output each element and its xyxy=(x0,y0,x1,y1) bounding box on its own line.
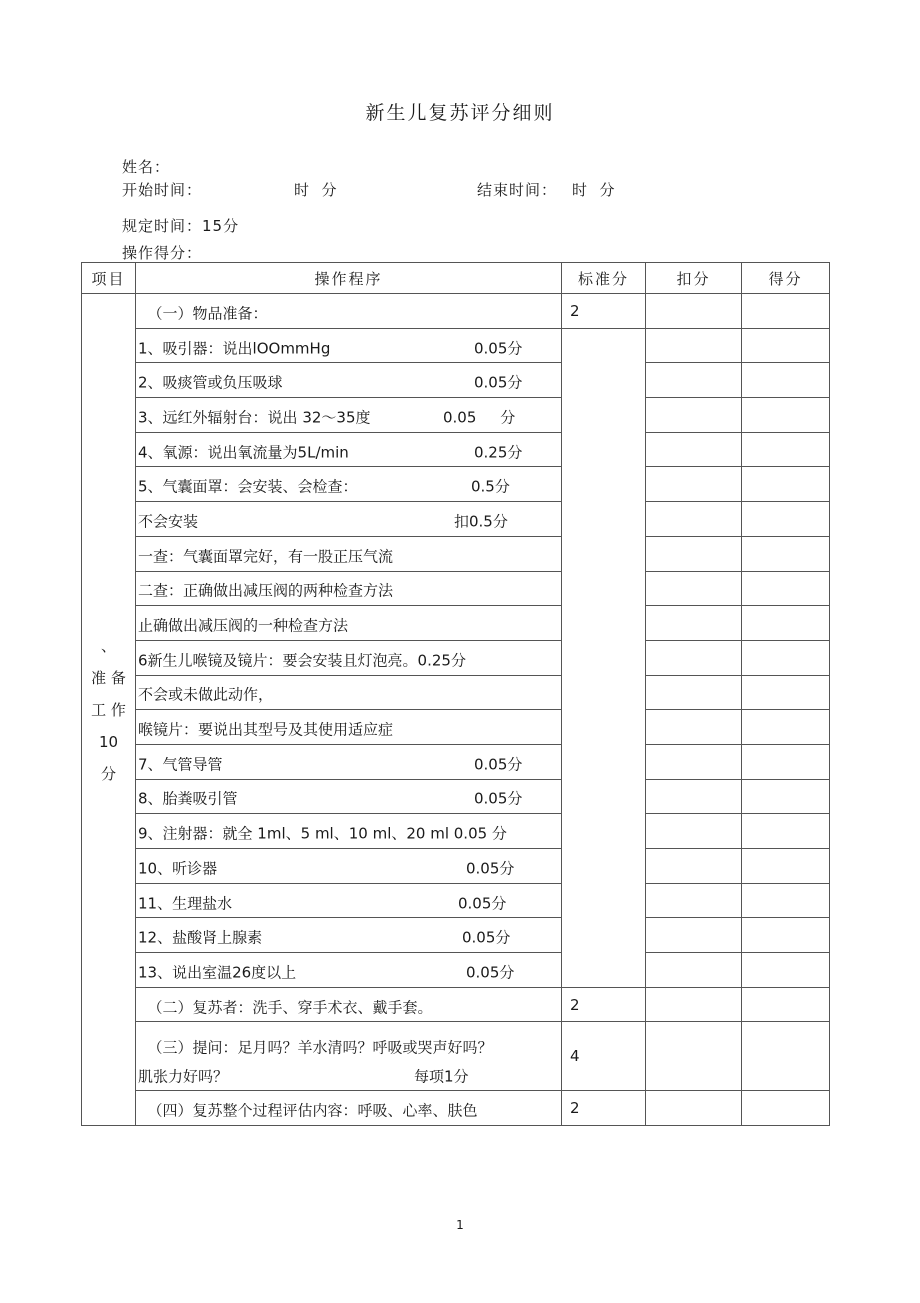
table-row xyxy=(82,814,830,849)
deduction-cell[interactable] xyxy=(646,675,742,710)
procedure-cell xyxy=(136,432,562,467)
deduction-cell[interactable] xyxy=(646,432,742,467)
operation-score-label: 操作得分： xyxy=(122,244,203,262)
score-cell[interactable] xyxy=(742,814,830,849)
score-cell[interactable] xyxy=(742,744,830,779)
page-number: 1 xyxy=(456,1218,464,1232)
start-time-label: 开始时间： xyxy=(122,181,203,199)
score-cell[interactable] xyxy=(742,883,830,918)
score-cell[interactable] xyxy=(742,363,830,398)
deduction-cell[interactable] xyxy=(646,467,742,502)
procedure-cell xyxy=(136,536,562,571)
table-row xyxy=(82,849,830,884)
deduction-cell[interactable] xyxy=(646,328,742,363)
score-cell[interactable] xyxy=(742,571,830,606)
procedure-text: 13、说出室温26度以上 xyxy=(138,963,297,982)
procedure-cell xyxy=(136,779,562,814)
procedure-cell xyxy=(136,1091,562,1126)
item-score: 0.05分 xyxy=(462,928,511,947)
score-cell[interactable] xyxy=(742,606,830,641)
procedure-text: （一）物品准备： xyxy=(138,304,268,323)
item-score: 0.05 分 xyxy=(443,408,516,427)
score-cell[interactable] xyxy=(742,502,830,537)
procedure-cell xyxy=(136,606,562,641)
procedure-text: 11、生理盐水 xyxy=(138,894,233,913)
deduction-cell[interactable] xyxy=(646,918,742,953)
procedure-cell xyxy=(136,502,562,537)
procedure-text: 8、胎粪吸引管 xyxy=(138,790,238,809)
standard-score-cell: 4 xyxy=(562,1022,646,1091)
score-cell[interactable] xyxy=(742,294,830,329)
table-row xyxy=(82,1022,830,1091)
procedure-cell xyxy=(136,987,562,1022)
procedure-text: 一查：气囊面罩完好，有一股正压气流 xyxy=(138,547,394,566)
table-row xyxy=(82,536,830,571)
table-row xyxy=(82,328,830,363)
procedure-cell xyxy=(136,1022,562,1091)
procedure-cell xyxy=(136,953,562,988)
procedure-text: 9、注射器：就全 1ml、5 ml、10 ml、20 ml 0.05 分 xyxy=(138,824,507,843)
procedure-text: 6新生儿喉镜及镜片：要会安装且灯泡亮。0.25分 xyxy=(138,651,466,670)
table-row xyxy=(82,398,830,433)
score-cell[interactable] xyxy=(742,398,830,433)
end-time-hm: 时 分 xyxy=(572,181,616,199)
procedure-text: 2、吸痰管或负压吸球 xyxy=(138,373,283,392)
deduction-cell[interactable] xyxy=(646,987,742,1022)
score-cell[interactable] xyxy=(742,953,830,988)
deduction-cell[interactable] xyxy=(646,1022,742,1091)
page-title: 新生儿复苏评分细则 xyxy=(365,102,555,124)
deduction-cell[interactable] xyxy=(646,883,742,918)
procedure-text: 二查：正确做出减压阀的两种检查方法 xyxy=(138,581,394,600)
table-row xyxy=(82,918,830,953)
deduction-cell[interactable] xyxy=(646,710,742,745)
start-time-hm: 时 分 xyxy=(294,181,338,199)
procedure-cell xyxy=(136,918,562,953)
table-row xyxy=(82,987,830,1022)
standard-score-cell: 2 xyxy=(562,987,646,1022)
table-row xyxy=(82,606,830,641)
item-category-line: 、 xyxy=(100,636,116,655)
item-category-line: 工 作 xyxy=(91,700,126,719)
table-row xyxy=(82,883,830,918)
header-procedure: 操作程序 xyxy=(136,263,562,294)
score-cell[interactable] xyxy=(742,432,830,467)
deduction-cell[interactable] xyxy=(646,744,742,779)
procedure-text: （二）复苏者：洗手、穿手术衣、戴手套。 xyxy=(138,998,433,1017)
procedure-cell xyxy=(136,571,562,606)
deduction-cell[interactable] xyxy=(646,536,742,571)
table-row xyxy=(82,1091,830,1126)
table-row xyxy=(82,363,830,398)
header-score: 得分 xyxy=(742,263,830,294)
procedure-cell xyxy=(136,363,562,398)
standard-score-cell: 2 xyxy=(562,294,646,329)
table-row xyxy=(82,710,830,745)
standard-score-cell xyxy=(562,328,646,987)
table-row xyxy=(82,571,830,606)
score-cell[interactable] xyxy=(742,467,830,502)
procedure-text: 1、吸引器：说出lOOmmHg xyxy=(138,339,331,358)
score-cell[interactable] xyxy=(742,328,830,363)
item-score: 0.05分 xyxy=(466,859,515,878)
procedure-text: 3、远红外辐射台：说出 32～35度 xyxy=(138,408,371,427)
table-row xyxy=(82,779,830,814)
score-cell[interactable] xyxy=(742,918,830,953)
table-row xyxy=(82,640,830,675)
table-row xyxy=(82,432,830,467)
procedure-cell xyxy=(136,883,562,918)
item-score: 每项1分 xyxy=(414,1067,469,1086)
procedure-text: 不会安装 xyxy=(138,512,199,531)
procedure-cell xyxy=(136,467,562,502)
table-row xyxy=(82,744,830,779)
standard-score-cell: 2 xyxy=(562,1091,646,1126)
item-score: 0.25分 xyxy=(474,443,523,462)
table-row xyxy=(82,502,830,537)
table-row xyxy=(82,294,830,329)
deduction-cell[interactable] xyxy=(646,398,742,433)
procedure-cell xyxy=(136,640,562,675)
header-deduction: 扣分 xyxy=(646,263,742,294)
item-category-line: 准 备 xyxy=(91,668,126,687)
score-cell[interactable] xyxy=(742,987,830,1022)
deduction-cell[interactable] xyxy=(646,640,742,675)
score-cell[interactable] xyxy=(742,640,830,675)
procedure-text: 止确做出减压阀的一种检查方法 xyxy=(138,616,349,635)
procedure-text: 12、盐酸肾上腺素 xyxy=(138,928,263,947)
header-standard-score: 标准分 xyxy=(562,263,646,294)
procedure-text-line2: 肌张力好吗？ xyxy=(138,1067,229,1086)
table-header-row xyxy=(82,263,830,294)
score-cell[interactable] xyxy=(742,675,830,710)
item-score: 扣0.5分 xyxy=(454,512,508,531)
procedure-text: （四）复苏整个过程评估内容：呼吸、心率、肤色 xyxy=(138,1101,478,1120)
procedure-text: 不会或未做此动作， xyxy=(138,686,274,705)
deduction-cell[interactable] xyxy=(646,1091,742,1126)
item-score: 0.05分 xyxy=(458,894,507,913)
deduction-cell[interactable] xyxy=(646,571,742,606)
item-score: 0.05分 xyxy=(474,339,523,358)
score-cell[interactable] xyxy=(742,779,830,814)
scoring-table xyxy=(81,262,830,1126)
deduction-cell[interactable] xyxy=(646,779,742,814)
procedure-cell xyxy=(136,849,562,884)
item-category-line: 10 xyxy=(98,732,119,751)
procedure-text: 10、听诊器 xyxy=(138,859,218,878)
item-category-cell xyxy=(82,294,136,1126)
deduction-cell[interactable] xyxy=(646,814,742,849)
deduction-cell[interactable] xyxy=(646,502,742,537)
procedure-cell xyxy=(136,294,562,329)
score-cell[interactable] xyxy=(742,849,830,884)
procedure-cell xyxy=(136,744,562,779)
item-score: 0.05分 xyxy=(474,790,523,809)
deduction-cell[interactable] xyxy=(646,606,742,641)
table-row xyxy=(82,467,830,502)
procedure-cell xyxy=(136,814,562,849)
deduction-cell[interactable] xyxy=(646,294,742,329)
deduction-cell[interactable] xyxy=(646,849,742,884)
item-score: 0.05分 xyxy=(474,373,523,392)
procedure-cell xyxy=(136,398,562,433)
item-score: 0.05分 xyxy=(466,963,515,982)
header-item: 项目 xyxy=(82,263,136,294)
score-cell[interactable] xyxy=(742,710,830,745)
table-row xyxy=(82,953,830,988)
procedure-cell xyxy=(136,328,562,363)
item-category-line: 分 xyxy=(100,764,116,783)
table-row xyxy=(82,675,830,710)
end-time-label: 结束时间： xyxy=(477,181,558,199)
procedure-text: 4、氧源：说出氧流量为5L/min xyxy=(138,443,349,462)
time-limit-label: 规定时间：15分 xyxy=(122,217,240,235)
procedure-text: （三）提问：足月吗？羊水清吗？呼吸或哭声好吗？ xyxy=(138,1038,493,1057)
score-cell[interactable] xyxy=(742,1091,830,1126)
score-cell[interactable] xyxy=(742,1022,830,1091)
procedure-text: 7、气管导管 xyxy=(138,755,223,774)
procedure-cell xyxy=(136,675,562,710)
score-cell[interactable] xyxy=(742,536,830,571)
deduction-cell[interactable] xyxy=(646,953,742,988)
procedure-cell xyxy=(136,710,562,745)
item-score: 0.05分 xyxy=(474,755,523,774)
procedure-text: 喉镜片：要说出其型号及其使用适应症 xyxy=(138,720,394,739)
procedure-text: 5、气囊面罩：会安装、会检查： xyxy=(138,477,358,496)
name-label: 姓名： xyxy=(122,158,171,176)
deduction-cell[interactable] xyxy=(646,363,742,398)
item-score: 0.5分 xyxy=(471,477,510,496)
